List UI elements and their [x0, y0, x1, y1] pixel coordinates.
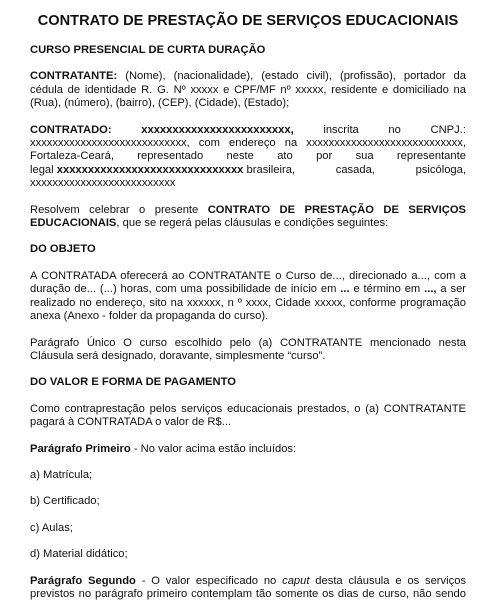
- objeto-line-4: anexa (Anexo - folder da propaganda do curso).: [30, 310, 269, 323]
- resolution-line-1: Resolvem celebrar o presente CONTRATO DE PRESTAÇÃO DE SERVIÇOS: [30, 203, 466, 216]
- paragrafo-segundo-label: Parágrafo Segundo: [30, 574, 136, 587]
- document-title: CONTRATO DE PRESTAÇÃO DE SERVIÇOS EDUCACIONAIS: [37, 13, 459, 29]
- contratado-line-4: legal xxxxxxxxxxxxxxxxxxxxxxxxxxxxxx brasileira, casada, psicóloga,: [30, 163, 466, 176]
- contratado-line-3: Fortaleza-Ceará, representado neste ato por sua representante: [30, 150, 466, 163]
- paragrafo-unico-line-2: Cláusula será designado, doravante, simplesmente “curso”.: [30, 349, 326, 362]
- objeto-line-2: duração de... (...) horas, com uma possibilidade de início em ... e término em ..., a ser: [30, 283, 467, 296]
- resolution-paragraph: [30, 204, 466, 231]
- list-item: a) Matrícula;: [30, 468, 93, 481]
- paragrafo-primeiro: Parágrafo Primeiro - No valor acima estão incluídos:: [30, 442, 297, 455]
- course-type-heading: CURSO PRESENCIAL DE CURTA DURAÇÃO: [30, 44, 266, 56]
- contratado-label: CONTRATADO:: [30, 123, 112, 136]
- valor-line-1: Como contraprestação pelos serviços educacionais prestados, o (a) CONTRATANTE: [30, 402, 466, 415]
- list-item: c) Aulas;: [30, 521, 73, 534]
- contratado-line-1: CONTRATADO: xxxxxxxxxxxxxxxxxxxxxxxx, inscrita no CNPJ.:: [30, 123, 466, 136]
- valor-heading: DO VALOR E FORMA DE PAGAMENTO: [30, 376, 236, 389]
- valor-paragraph: [30, 403, 466, 430]
- paragrafo-segundo: [30, 575, 466, 602]
- objeto-line-3: realizado no endereço, sito na xxxxxx, n º xxxx, Cidade xxxxx, conforme programação: [30, 296, 466, 309]
- contratado-line-2: xxxxxxxxxxxxxxxxxxxxxxxxxxxx, com endereço na xxxxxxxxxxxxxxxxxxxxxxxxxxxx,: [30, 137, 466, 150]
- resolution-line-2: EDUCACIONAIS, que se regerá pelas cláusulas e condições seguintes:: [30, 217, 389, 230]
- contratado-line-5: xxxxxxxxxxxxxxxxxxxxxxxxxx: [30, 177, 176, 190]
- contratado-paragraph: [30, 124, 466, 191]
- objeto-heading: DO OBJETO: [30, 243, 96, 256]
- contratante-label: CONTRATANTE:: [30, 70, 118, 83]
- paragrafo-segundo-line-2: previstos no parágrafo primeiro contemplam tão somente os dias de curso, não sendo: [30, 587, 466, 600]
- contratante-line-1: CONTRATANTE: (Nome), (nacionalidade), (estado civil), (profissão), portador da: [30, 70, 467, 83]
- contratante-line-3: (Rua), (número), (bairro), (CEP), (Cidade), (Estado);: [30, 97, 290, 110]
- contract-document: [30, 12, 466, 614]
- paragrafo-segundo-line-1: Parágrafo Segundo - O valor especificado no caput desta cláusula e os serviços: [30, 574, 467, 587]
- objeto-paragraph: [30, 270, 466, 324]
- objeto-line-1: A CONTRATADA oferecerá ao CONTRATANTE o Curso de..., direcionado a..., com a: [30, 269, 466, 282]
- list-item: d) Material didático;: [30, 548, 128, 561]
- paragrafo-primeiro-label: Parágrafo Primeiro: [30, 442, 131, 455]
- contratante-line-2: cédula de identidade R. G. Nº xxxxx e CPF/MF nº xxxxx, residente e domiciliado na: [30, 83, 466, 96]
- valor-line-2: pagará à CONTRATADA o valor de R$...: [30, 416, 232, 429]
- objeto-paragrafo-unico: [30, 337, 466, 364]
- paragrafo-unico-line-1: Parágrafo Único O curso escolhido pelo (a) CONTRATANTE mencionado nesta: [30, 336, 466, 349]
- list-item: b) Certificado;: [30, 495, 100, 508]
- contratante-paragraph: [30, 70, 466, 110]
